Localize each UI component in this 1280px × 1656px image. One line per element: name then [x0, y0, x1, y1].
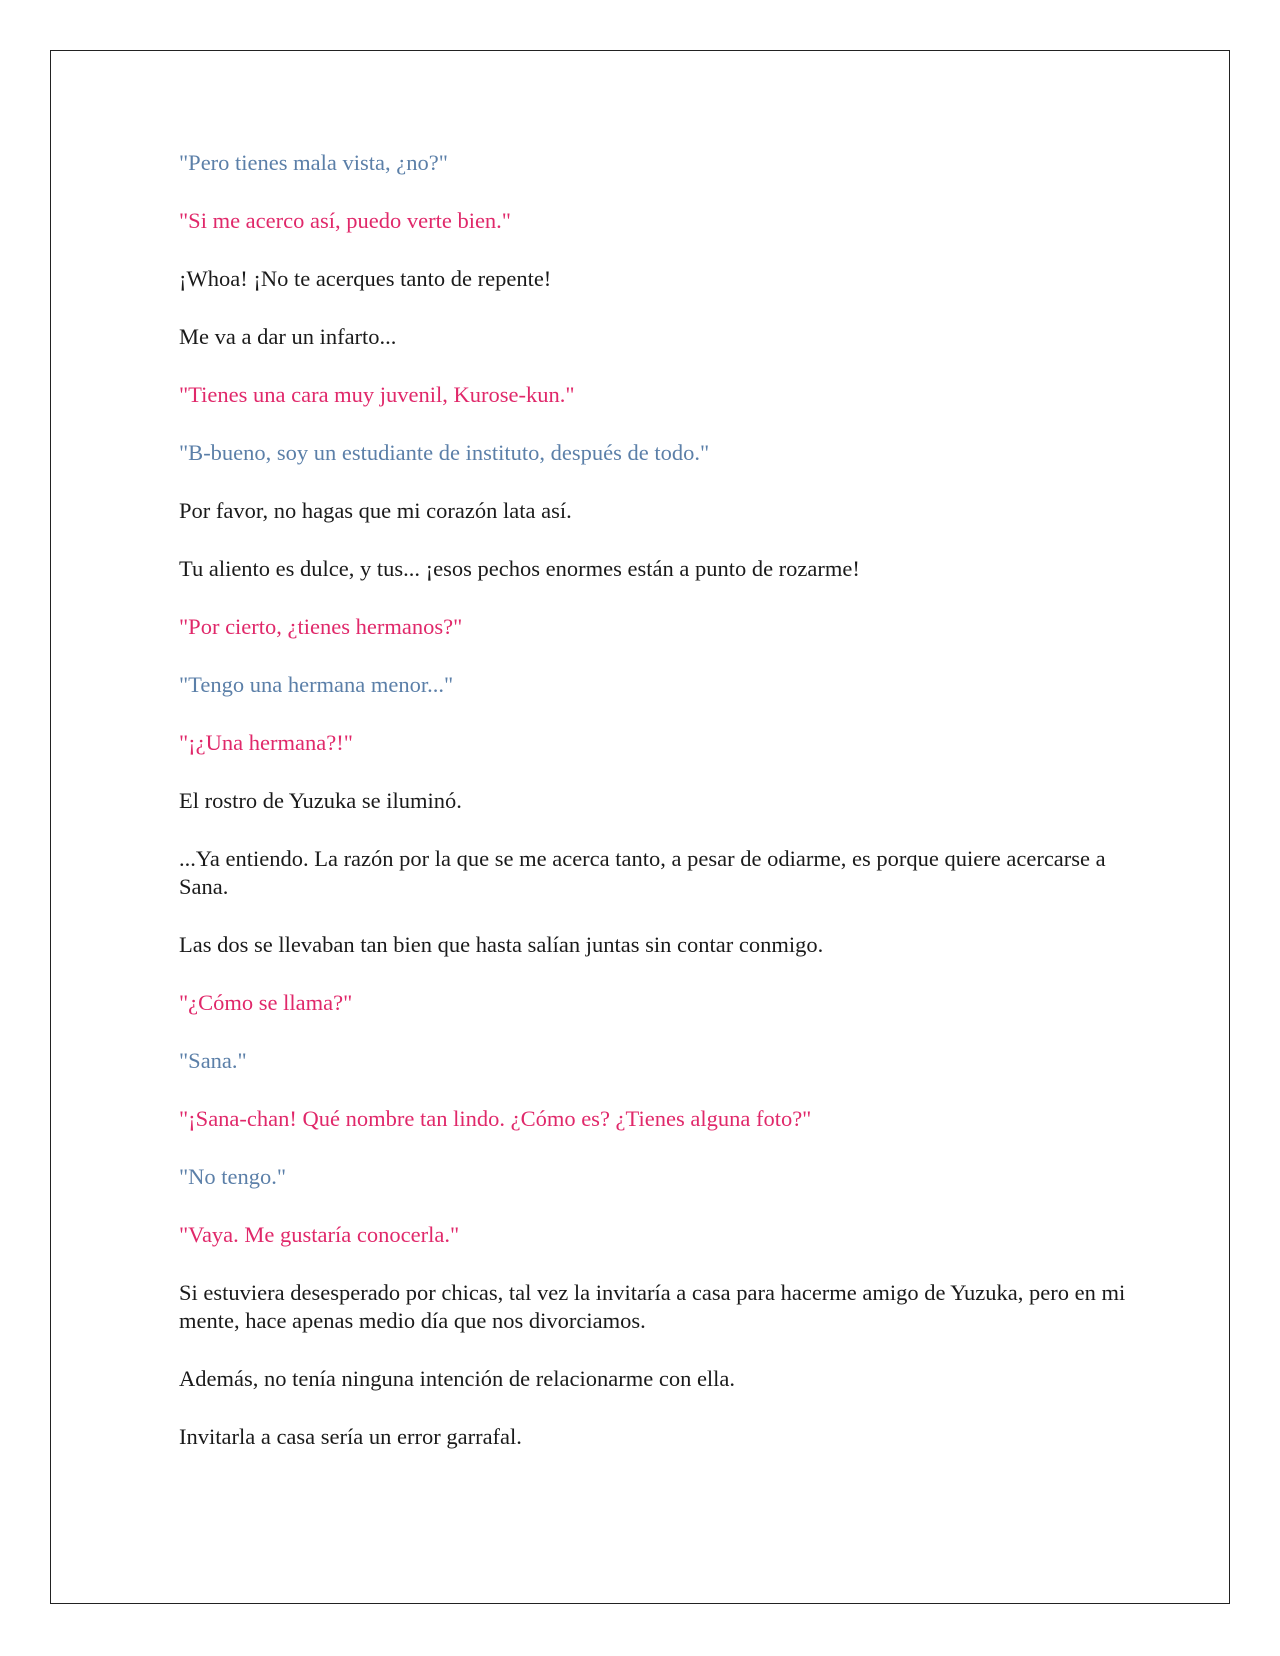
page-frame — [50, 50, 1230, 1604]
narration-paragraph: Me va a dar un infarto... — [179, 324, 397, 349]
page-text — [179, 149, 1159, 1481]
dialogue-yuzuka: "Por cierto, ¿tienes hermanos?" — [179, 614, 463, 639]
narration-paragraph: Invitarla a casa sería un error garrafal. — [179, 1424, 522, 1449]
narration-paragraph: El rostro de Yuzuka se iluminó. — [179, 788, 462, 813]
narration-paragraph: Por favor, no hagas que mi corazón lata así. — [179, 498, 572, 523]
narration-paragraph: Tu aliento es dulce, y tus... ¡esos pechos enormes están a punto de rozarme! — [179, 556, 860, 581]
dialogue-yuzuka: "¿Cómo se llama?" — [179, 990, 353, 1015]
narration-paragraph: ...Ya entiendo. La razón por la que se me acerca tanto, a pesar de odiarme, es porque quiere acercarse a Sana. — [179, 846, 1106, 899]
narration-paragraph: Las dos se llevaban tan bien que hasta salían juntas sin contar conmigo. — [179, 932, 824, 957]
dialogue-kurose: "Pero tienes mala vista, ¿no?" — [179, 150, 448, 175]
narration-paragraph: Además, no tenía ninguna intención de relacionarme con ella. — [179, 1366, 736, 1391]
dialogue-kurose: "B-bueno, soy un estudiante de instituto, después de todo." — [179, 440, 710, 465]
narration-paragraph: ¡Whoa! ¡No te acerques tanto de repente! — [179, 266, 552, 291]
dialogue-yuzuka: "¡¿Una hermana?!" — [179, 730, 353, 755]
dialogue-yuzuka: "Vaya. Me gustaría conocerla." — [179, 1222, 460, 1247]
dialogue-yuzuka: "Tienes una cara muy juvenil, Kurose-kun." — [179, 382, 575, 407]
dialogue-yuzuka: "¡Sana-chan! Qué nombre tan lindo. ¿Cómo es? ¿Tienes alguna foto?" — [179, 1106, 812, 1131]
dialogue-kurose: "No tengo." — [179, 1164, 287, 1189]
dialogue-yuzuka: "Si me acerco así, puedo verte bien." — [179, 208, 511, 233]
dialogue-kurose: "Tengo una hermana menor..." — [179, 672, 454, 697]
narration-paragraph: Si estuviera desesperado por chicas, tal vez la invitaría a casa para hacerme amigo de Yuzuka, pero en mi mente, hace apenas medio día que nos divorciamos. — [179, 1280, 1126, 1333]
dialogue-kurose: "Sana." — [179, 1048, 247, 1073]
